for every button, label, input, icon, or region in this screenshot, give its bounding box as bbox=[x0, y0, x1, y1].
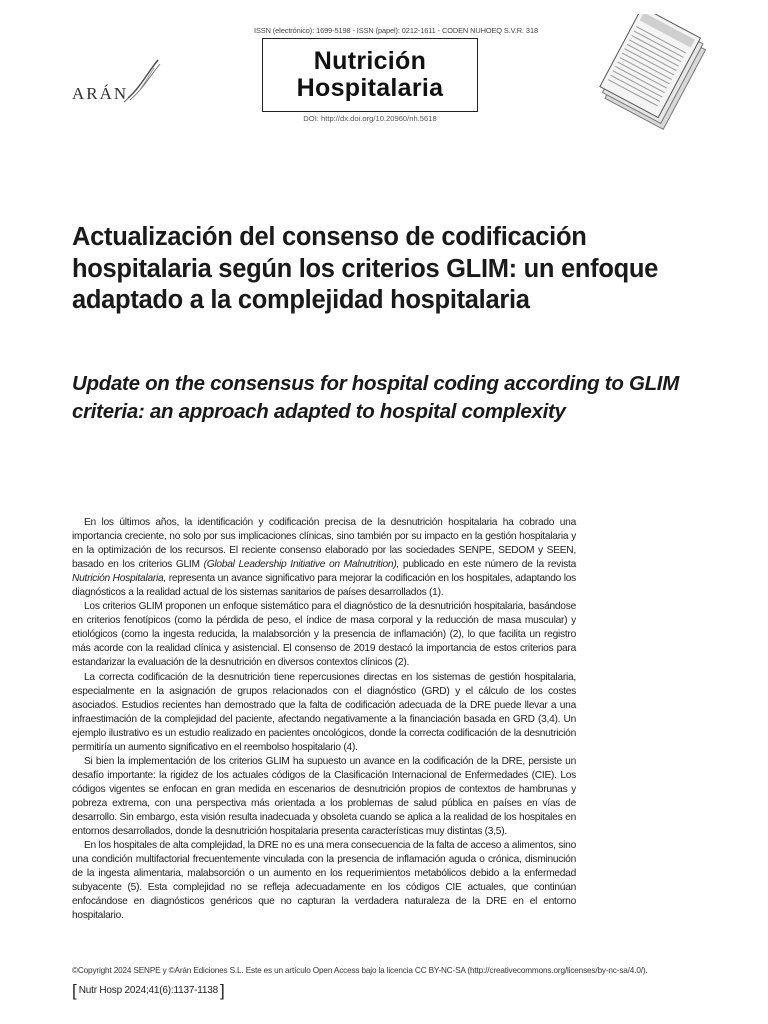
paragraph-1-text-a: En los últimos años, la identificación y codificación precisa de la desnutrición hospitalaria ha cobrado una importancia creciente, no solo por sus implicaciones clínicas, sino también por su impacto en la gestión hospitalaria y en la optimización de los recursos. El reciente consenso elaborado por las sociedades SENPE, SEDOM y SEEN, basado en los criterios GLIM bbox=[72, 517, 576, 571]
paragraph-1-italic-glim: (Global Leadership Initiative on Malnutrition), bbox=[203, 559, 400, 571]
doi-link[interactable]: DOI: http://dx.doi.org/10.20960/nh.5618 bbox=[303, 114, 437, 123]
article-title-spanish: Actualización del consenso de codificación hospitalaria según los criterios GLIM: un enfoque adaptado a la complejidad hospitalaria bbox=[72, 223, 659, 314]
body-paragraph-3: La correcta codificación de la desnutrición tiene repercusiones directas en los sistemas de gestión hospitalaria, especialmente en la asignación de grupos relacionados con el diagnóstico (GRD) y el cálculo de los costes asociados. Estudios recientes han demostrado que la falta de codificación adecuada de la DRE puede llevar a una infraestimación de la complejidad del paciente, afectando negativamente a la financiación basada en GRD (3,4). Un ejemplo ilustrativo es un estudio realizado en pacientes oncológicos, donde la correcta codificación de la desnutrición permitiría un aumento significativo en el reembolso hospitalario (4). bbox=[72, 671, 576, 753]
journal-title-box bbox=[262, 38, 478, 112]
body-paragraph-2: Los criterios GLIM proponen un enfoque sistemático para el diagnóstico de la desnutrición hospitalaria, basándose en criterios fenotípicos (como la pérdida de peso, el índice de masa corporal y la reducción de masa muscular) y etiológicos (como la ingesta reducida, la malabsorción y la presencia de inflamación) (2), lo que facilita un registro más acorde con la realidad clínica y asistencial. El consenso de 2019 destacó la importancia de estos criterios para estandarizar la evaluación de la desnutrición en diversos contextos clínicos (2). bbox=[72, 601, 576, 669]
article-body bbox=[72, 516, 576, 923]
copyright-notice: ©Copyright 2024 SENPE y ©Arán Ediciones S.L. Este es un artículo Open Access bajo la licencia CC BY-NC-SA (http://creativecommons.org/licenses/by-nc-sa/4.0/). bbox=[72, 966, 648, 975]
body-paragraph-4: Si bien la implementación de los criterios GLIM ha supuesto un avance en la codificación de la DRE, persiste un desafío importante: la rigidez de los actuales códigos de la Clasificación Internacional de Enfermedades (CIE). Los códigos vigentes se enfocan en gran medida en escenarios de desnutrición propios de contextos de hambrunas y pobreza extrema, con una perspectiva más orientada a los problemas de salud pública en países en vías de desarrollo. Sin embargo, esta visión resulta inadecuada y obsoleta cuando se aplica a la realidad de los hospitales en entornos desarrollados, donde la desnutrición hospitalaria presenta características muy distintas (3,5). bbox=[72, 755, 576, 838]
citation-text: Nutr Hosp 2024;41(6):1137-1138 bbox=[78, 985, 219, 996]
citation-bracket-close: ] bbox=[220, 981, 225, 1000]
citation bbox=[72, 982, 225, 999]
paragraph-1-italic-journal: Nutrición Hospitalaria, bbox=[72, 573, 167, 585]
issn-line: ISSN (electrónico): 1699-5198 - ISSN (papel): 0212-1611 - CODEN NUHOEQ S.V.R. 318 bbox=[254, 26, 538, 35]
article-title-english: Update on the consensus for hospital coding according to GLIM criteria: an approach adapted to hospital complexity bbox=[72, 372, 679, 423]
citation-bracket-open: [ bbox=[72, 981, 77, 1000]
publisher-logo-text: ARÁN bbox=[72, 84, 129, 103]
paragraph-1-text-b: publicado en este número de la revista bbox=[399, 559, 576, 571]
body-paragraph-5: En los hospitales de alta complejidad, la DRE no es una mera consecuencia de la falta de acceso a alimentos, sino una condición multifactorial frecuentemente vinculada con la presencia de inflamación aguda o crónica, disminución de la ingesta alimentaria, malabsorción o un aumento en los requerimientos metabólicos debido a la enfermedad subyacente (5). Esta complejidad no se refleja adecuadamente en los códigos CIE actuales, que continúan enfocándose en diagnósticos genéricos que no capturan la verdadera naturaleza de la DRE en el entorno hospitalario. bbox=[72, 840, 576, 922]
paragraph-1-text-c: representa un avance significativo para mejorar la codificación en los hospitales, adaptando los diagnósticos a la realidad actual de los sistemas sanitarios de países desarrollados (1). bbox=[72, 573, 576, 599]
body-paragraph-1 bbox=[72, 516, 576, 600]
journal-title-line2: Hospitalaria bbox=[296, 74, 444, 102]
journal-cover-stack-icon bbox=[588, 14, 718, 134]
journal-title-line1: Nutrición bbox=[313, 47, 427, 75]
